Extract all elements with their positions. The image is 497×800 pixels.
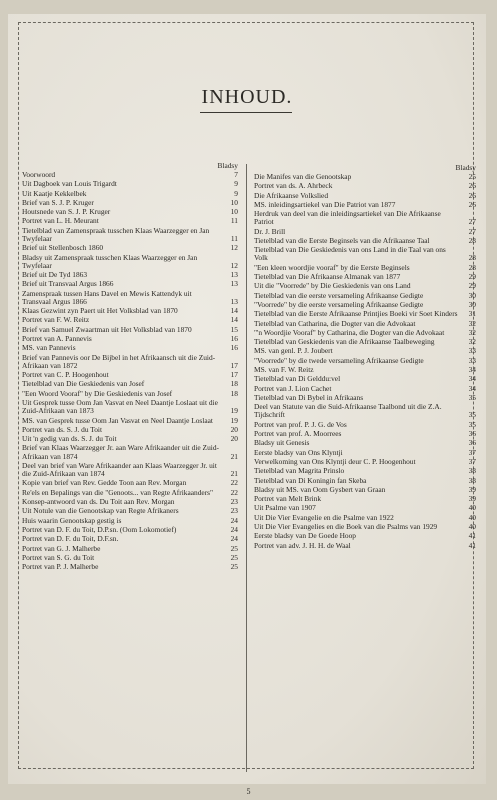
toc-entry-page: 39 <box>468 494 476 504</box>
toc-entry-page: 22 <box>230 487 238 497</box>
toc-entry-page: 41 <box>468 540 476 550</box>
toc-entry <box>252 264 478 272</box>
toc-entry-text: Huis waarin Genootskap gestig is <box>22 515 122 525</box>
toc-entry-page: 27 <box>468 217 476 227</box>
toc-entry-page: 10 <box>230 207 238 217</box>
toc-entry-text: Tietelblad van Di Koningin fan Skeba <box>254 475 367 485</box>
toc-entry-page: 32 <box>468 318 476 328</box>
toc-entry <box>20 217 240 225</box>
toc-entry-page: 18 <box>230 379 238 389</box>
toc-entry-text: Uit Notule van die Genootskap van Regte Afrikaners <box>22 506 179 516</box>
toc-entry <box>252 385 478 393</box>
toc-entry-page: 29 <box>468 272 476 282</box>
toc-entry-page: 40 <box>468 512 476 522</box>
toc-entry-text: Portret van prof. P. J. G. de Vos <box>254 419 347 429</box>
toc-entry-page: 35 <box>468 392 476 402</box>
toc-entry <box>20 290 240 306</box>
toc-entry-page: 20 <box>230 424 238 434</box>
toc-entry <box>252 366 478 374</box>
toc-entry-text: Portret van S. G. du Toit <box>22 552 95 562</box>
left-entry-list <box>20 171 240 571</box>
toc-entry <box>20 208 240 216</box>
toc-entry <box>20 390 240 398</box>
right-column <box>252 164 478 551</box>
toc-entry <box>252 338 478 346</box>
toc-entry-text: Brief uit Transvaal Argus 1866 <box>22 279 114 289</box>
toc-entry-text: Portret van P. J. Malherbe <box>22 562 99 572</box>
toc-entry <box>20 344 240 352</box>
toc-entry <box>252 210 478 226</box>
toc-entry-page: 10 <box>230 197 238 207</box>
toc-entry <box>20 526 240 534</box>
toc-entry-page: 36 <box>468 438 476 448</box>
toc-entry <box>252 439 478 447</box>
toc-entry <box>252 458 478 466</box>
toc-entry-text: Dr. J. Brill <box>254 226 286 236</box>
toc-entry <box>20 371 240 379</box>
toc-entry <box>252 201 478 209</box>
toc-entry <box>252 486 478 494</box>
toc-entry <box>252 403 478 419</box>
toc-entry <box>20 190 240 198</box>
toc-entry-page: 34 <box>468 383 476 393</box>
toc-entry-page: 28 <box>468 253 476 263</box>
toc-entry-text: Tietelblad van Geskiedenis van die Afrikaanse Taalbeweging <box>254 337 435 347</box>
toc-entry-page: 24 <box>230 534 238 544</box>
toc-entry-text: Portret van G. J. Malherbe <box>22 543 101 553</box>
toc-entry-text: Deel van Statute van die Suid-Afrikaanse Taalbond uit die Z.A. Tijdschrift <box>254 402 442 420</box>
page-title: INHOUD. <box>201 86 293 108</box>
toc-entry-text: Tietelblad van die Eerste Beginsels van die Afrikaanse Taal <box>254 235 430 245</box>
book-page <box>8 14 486 784</box>
toc-entry <box>20 227 240 243</box>
toc-entry-text: MS. van Pannevis <box>22 343 76 353</box>
toc-entry <box>252 228 478 236</box>
toc-entry-text: Bladsy uit MS. van Oom Gysbert van Graan <box>254 484 386 494</box>
toc-entry-page: 26 <box>468 181 476 191</box>
toc-entry-page: 35 <box>468 410 476 420</box>
toc-entry-text: Tietelblad van Catharina, die Dogter van die Advokaat <box>254 318 416 328</box>
toc-entry <box>252 523 478 531</box>
page-number: 5 <box>246 787 251 796</box>
toc-entry-text: Voorwoord <box>22 170 56 179</box>
toc-entry-text: Uit 'n gedig van ds. S. J. du Toit <box>22 434 117 444</box>
toc-entry-text: Brief van Klaas Waarzegger Jr. aan Ware Afrikaander uit die Zuid-Afrikaan van 1874 <box>22 443 219 461</box>
toc-entry-text: Portret van A. Pannevis <box>22 334 92 344</box>
toc-entry <box>252 449 478 457</box>
toc-entry-text: Houtsnede van S. J. P. Kruger <box>22 207 111 217</box>
toc-entry-text: Uit Die Vier Evangelies en die Boek van die Psalms van 1929 <box>254 522 438 531</box>
toc-entry-text: Uit Dagboek van Louis Trigardt <box>22 179 117 189</box>
toc-entry-page: 21 <box>230 451 238 461</box>
toc-entry <box>252 477 478 485</box>
toc-entry <box>20 554 240 562</box>
toc-entry-text: MS. inleidingsartiekel van Die Patriot van 1877 <box>254 199 396 209</box>
toc-entry <box>20 254 240 270</box>
toc-entry-text: Portret van D. F. du Toit, D.P.sn. (Oom Lokomotief) <box>22 524 177 534</box>
toc-entry <box>252 192 478 200</box>
toc-entry-text: Uit die "Voorrede" by Die Geskiedenis van ons Land <box>254 281 411 291</box>
toc-entry-page: 26 <box>468 190 476 200</box>
toc-entry-page: 32 <box>468 337 476 347</box>
toc-entry-text: Portret van ds. S. J. du Toit <box>22 424 103 434</box>
toc-entry-text: "Voorrede" by die eerste versameling Afrikaanse Gedigte <box>254 299 424 309</box>
toc-entry-text: Bladsy uit Genesis <box>254 438 310 448</box>
toc-entry-page: 28 <box>468 235 476 245</box>
toc-entry-text: Uit Kaatje Kekkelbek <box>22 188 87 198</box>
toc-entry-page: 29 <box>468 281 476 291</box>
toc-entry-page: 7 <box>234 170 238 179</box>
toc-entry-page: 19 <box>230 406 238 416</box>
toc-entry-text: Portret van D. F. du Toit, D.F.sn. <box>22 534 119 544</box>
toc-entry <box>20 326 240 334</box>
toc-entry-page: 28 <box>468 262 476 272</box>
toc-entry <box>252 504 478 512</box>
toc-entry-page: 38 <box>468 475 476 485</box>
toc-entry <box>20 498 240 506</box>
toc-entry <box>252 375 478 383</box>
toc-entry-text: "Een kleen woordjie vooraf" by die Eerste Beginsels <box>254 262 410 272</box>
toc-entry-text: Zamenspraak tussen Hans Davel en Mewis Kattendyk uit Transvaal Argus 1866 <box>22 288 192 306</box>
toc-entry-text: Tietelblad van Di Bybel in Afrikaans <box>254 392 364 402</box>
toc-entry <box>20 479 240 487</box>
toc-entry <box>20 462 240 478</box>
toc-entry-page: 13 <box>230 296 238 306</box>
toc-entry <box>20 399 240 415</box>
toc-entry <box>252 495 478 503</box>
toc-entry-page: 16 <box>230 334 238 344</box>
toc-entry-text: Tietelblad van Die Geskiedenis van Josef <box>22 379 145 389</box>
toc-entry-page: 13 <box>230 279 238 289</box>
toc-entry-text: Tietelblad van Die Geskiedenis van ons Land in die Taal van ons Volk <box>254 245 446 263</box>
toc-entry-text: Portret van F. W. Reitz <box>22 315 90 325</box>
toc-entry-text: Tietelblad van Zamenspraak tusschen Klaas Waarzegger en Jan Twyfelaar <box>22 225 210 243</box>
toc-entry-page: 12 <box>230 260 238 270</box>
toc-entry <box>252 282 478 290</box>
toc-entry <box>252 532 478 540</box>
toc-entry-page: 37 <box>468 447 476 457</box>
toc-entry-text: Portret van Melt Brink <box>254 494 322 504</box>
toc-entry-text: Tietelblad van die eerste versameling Afrikaanse Gedigte <box>254 290 424 300</box>
toc-entry <box>252 310 478 318</box>
toc-entry-text: Brief uit Stellenbosch 1860 <box>22 243 104 253</box>
toc-entry <box>20 545 240 553</box>
toc-entry <box>20 307 240 315</box>
toc-entry-page: 24 <box>230 515 238 525</box>
toc-entry-text: Portret van ds. A. Ahrbeck <box>254 181 333 191</box>
toc-entry-page: 11 <box>230 216 238 226</box>
toc-entry <box>20 316 240 324</box>
toc-entry-text: Deel van brief van Ware Afrikaander aan Klaas Waarzegger Jr. uit die Zuid-Afrikaan van 1874 <box>22 460 217 479</box>
toc-entry-text: "'n Woordjie Vooraf" by Catharina, die Dogter van die Advokaat <box>254 327 445 337</box>
toc-entry-page: 30 <box>468 290 476 300</box>
toc-entry-text: Die Afrikaanse Volkslied <box>254 190 329 200</box>
toc-entry <box>20 271 240 279</box>
toc-entry <box>20 380 240 388</box>
toc-entry <box>252 292 478 300</box>
toc-entry <box>252 182 478 190</box>
toc-entry <box>20 563 240 571</box>
toc-entry-page: 31 <box>468 309 476 319</box>
toc-entry-text: Verwelkoming van Ons Klyntji deur C. P. Hoogenhout <box>254 456 416 466</box>
toc-entry <box>20 417 240 425</box>
toc-entry-text: Brief van S. J. P. Kruger <box>22 197 94 207</box>
toc-entry-page: 41 <box>468 531 476 541</box>
toc-entry-text: Eerste bladsy van Ons Klyntji <box>254 447 343 457</box>
toc-entry-page: 30 <box>468 299 476 309</box>
toc-entry-text: MS. van F. W. Reitz <box>254 365 314 375</box>
toc-entry-page: 26 <box>468 199 476 209</box>
toc-entry-page: 36 <box>468 429 476 439</box>
toc-entry-text: Uit Die Vier Evangelie en die Psalme van 1922 <box>254 512 394 522</box>
toc-entry-page: 22 <box>230 478 238 488</box>
toc-entry <box>20 507 240 515</box>
toc-entry-page: 19 <box>230 415 238 425</box>
toc-entry-page: 25 <box>230 552 238 562</box>
toc-entry <box>252 273 478 281</box>
toc-entry-text: Re'els en Bepalings van die "Genoots... van Regte Afrikaanders" <box>22 487 214 497</box>
toc-entry <box>20 489 240 497</box>
toc-entry <box>20 280 240 288</box>
toc-entry-page: 20 <box>230 434 238 444</box>
toc-entry-text: Konsep-antwoord van ds. Du Toit aan Rev. Morgan <box>22 497 175 507</box>
toc-entry-text: Portret van L. H. Meurant <box>22 216 99 226</box>
toc-entry-page: 35 <box>468 419 476 429</box>
toc-entry-text: Die Manifes van die Genootskap <box>254 172 352 181</box>
toc-entry <box>252 357 478 365</box>
toc-entry-text: Bladsy uit Zamenspraak tusschen Klaas Waarzegger en Jan Twyfelaar <box>22 252 198 270</box>
toc-entry-text: "Een Woord Vooraf" by Die Geskiedenis van Josef <box>22 388 173 398</box>
toc-entry <box>252 329 478 337</box>
toc-entry-page: 9 <box>234 179 238 189</box>
toc-entry-text: Tietelblad van Di Gelddu:vel <box>254 374 341 384</box>
title-underline <box>200 112 292 113</box>
toc-entry-text: MS. van genl. P. J. Joubert <box>254 346 333 356</box>
toc-entry-page: 33 <box>468 346 476 356</box>
toc-entry-page: 15 <box>230 324 238 334</box>
toc-entry-page: 12 <box>230 243 238 253</box>
toc-entry-page: 40 <box>468 503 476 513</box>
toc-entry <box>20 426 240 434</box>
toc-entry <box>20 180 240 188</box>
toc-entry <box>252 430 478 438</box>
toc-entry-page: 34 <box>468 374 476 384</box>
toc-entry-page: 13 <box>230 270 238 280</box>
toc-entry <box>252 347 478 355</box>
toc-entry-page: 16 <box>230 343 238 353</box>
toc-entry-page: 11 <box>230 233 238 243</box>
toc-entry-text: Kopie van brief van Rev. Gedde Toon aan Rev. Morgan <box>22 478 187 488</box>
toc-entry-text: Tietelblad van die Eerste Afrikaanse Printjies Boeki vir Soet Kinders <box>254 309 458 319</box>
toc-entry-page: 21 <box>230 469 238 479</box>
column-divider <box>246 164 247 772</box>
toc-entry-page: 38 <box>468 466 476 476</box>
toc-entry-text: "Voorrede" by die twede versameling Afrikaanse Gedigte <box>254 355 424 365</box>
toc-entry-page: 14 <box>230 315 238 325</box>
toc-entry-text: Portret van J. Lion Cachet <box>254 383 332 393</box>
toc-entry <box>252 301 478 309</box>
toc-entry-page: 37 <box>468 456 476 466</box>
toc-entry <box>252 514 478 522</box>
toc-entry-page: 18 <box>230 388 238 398</box>
toc-entry-page: 39 <box>468 484 476 494</box>
toc-entry <box>252 542 478 550</box>
toc-entry-text: Tietelblad van Die Afrikaanse Almanak van 1877 <box>254 272 401 282</box>
right-page-header: Bladsy <box>455 163 476 172</box>
toc-entry-page: 25 <box>230 543 238 553</box>
toc-entry-page: 24 <box>230 524 238 534</box>
right-entry-list <box>252 173 478 550</box>
toc-entry <box>252 246 478 262</box>
toc-entry <box>20 444 240 460</box>
toc-entry-text: Uit Psalme van 1907 <box>254 503 316 513</box>
toc-entry-page: 14 <box>230 306 238 316</box>
toc-entry <box>20 435 240 443</box>
toc-entry-text: Portret van C. P. Hoogenhout <box>22 370 109 380</box>
toc-entry-page: 40 <box>468 522 476 531</box>
toc-entry-page: 27 <box>468 226 476 236</box>
left-page-header: Bladsy <box>217 161 238 170</box>
toc-entry-text: Brief van Pannevis oor De Bijbel in het Afrikaansch uit die Zuid-Afrikaan van 1872 <box>22 352 216 370</box>
toc-entry-text: Portret van prof. A. Moorrees <box>254 429 342 439</box>
toc-entry-page: 32 <box>468 327 476 337</box>
toc-entry <box>20 171 240 179</box>
toc-entry-text: Herdruk van deel van die inleidingsartiekel van Die Afrikaanse Patriot <box>254 209 441 227</box>
toc-entry <box>252 320 478 328</box>
left-column <box>20 162 240 572</box>
toc-entry-text: Uit Gesprek tusse Oom Jan Vasvat en Neel Daantje Loslaat uit die Zuid-Afrikaan van 1873 <box>22 398 218 416</box>
toc-entry <box>20 354 240 370</box>
toc-entry-page: 34 <box>468 365 476 375</box>
toc-entry-text: MS. van Gesprek tusse Oom Jan Vasvat en Neel Daantje Loslaat <box>22 415 213 425</box>
toc-entry-text: Tietelblad van Magrita Prinslo <box>254 466 345 476</box>
toc-entry <box>252 173 478 181</box>
toc-entry <box>20 335 240 343</box>
toc-entry <box>252 237 478 245</box>
toc-entry-text: Eerste bladsy van De Goede Hoop <box>254 531 357 541</box>
toc-entry <box>20 199 240 207</box>
toc-entry-page: 23 <box>230 497 238 507</box>
toc-entry-text: Klaas Gezwint zyn Paert uit Het Volksblad van 1870 <box>22 306 178 316</box>
toc-entry-page: 17 <box>230 360 238 370</box>
toc-entry <box>252 394 478 402</box>
toc-entry <box>20 244 240 252</box>
toc-entry-page: 17 <box>230 370 238 380</box>
toc-entry-page: 33 <box>468 355 476 365</box>
toc-entry-page: 25 <box>468 172 476 181</box>
toc-entry-page: 25 <box>230 562 238 572</box>
toc-entry-page: 9 <box>234 188 238 198</box>
toc-entry-text: Brief uit De Tyd 1863 <box>22 270 88 280</box>
toc-entry <box>252 421 478 429</box>
toc-entry <box>20 517 240 525</box>
toc-entry-text: Portret van adv. J. H. H. de Waal <box>254 540 351 550</box>
toc-entry-page: 23 <box>230 506 238 516</box>
toc-entry <box>252 467 478 475</box>
toc-entry <box>20 535 240 543</box>
toc-entry-text: Brief van Samuel Zwaartman uit Het Volksblad van 1870 <box>22 324 192 334</box>
